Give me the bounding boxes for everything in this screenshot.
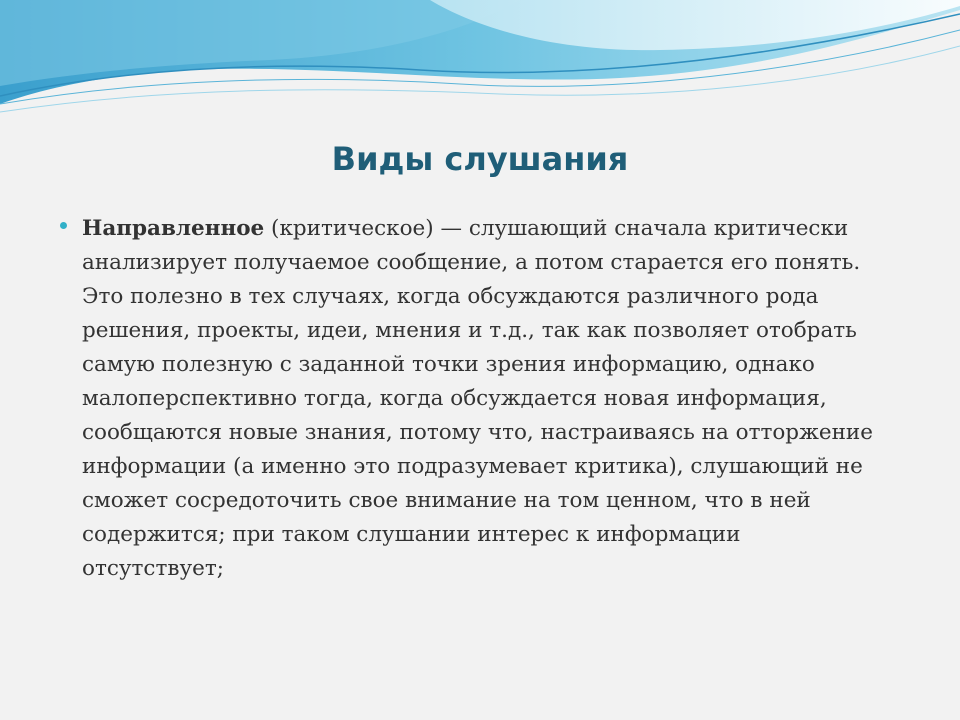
slide-body	[60, 212, 880, 586]
bullet-term: Направленное	[82, 216, 265, 241]
bullet-description: (критическое) — слушающий сначала критически анализирует получаемое сообщение, а потом старается его понять. Это полезно в тех случаях, когда обсуждаются различного рода решения, проекты, идеи, мнения и т.д., так как позволяет отобрать самую полезную с заданной точки зрения информацию, однако малоперспективно тогда, когда обсуждается новая информация, сообщаются новые знания, потому что, настраиваясь на отторжение информации (а именно это подразумевает критика), слушающий не сможет сосредоточить свое внимание на том ценном, что в ней содержится; при таком слушании интерес к информации отсутствует;	[82, 216, 873, 581]
bullet-item	[60, 212, 880, 586]
slide-title: Виды слушания	[331, 140, 629, 178]
wave-header-decoration	[0, 0, 960, 140]
bullet-text	[82, 212, 880, 586]
bullet-dot-icon	[60, 222, 67, 229]
